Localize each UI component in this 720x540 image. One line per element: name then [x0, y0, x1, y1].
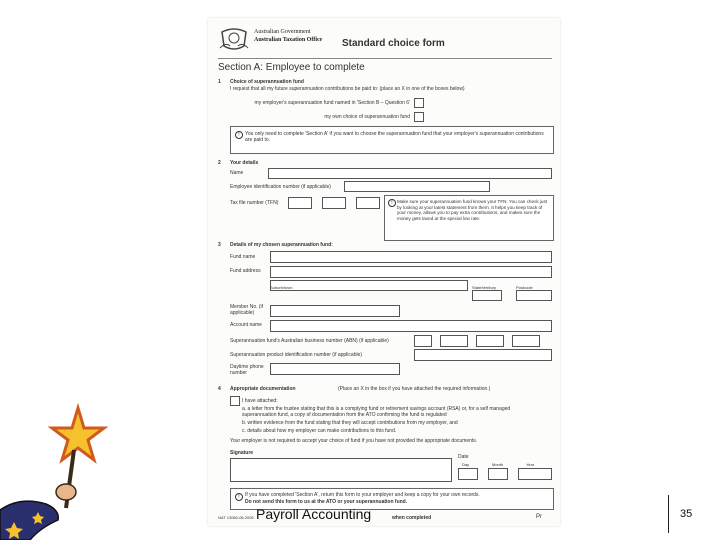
q1-option1-checkbox[interactable] — [414, 98, 424, 108]
final-note-2: Do not send this form to us at the ATO or your superannuation fund. — [245, 499, 408, 505]
signature-field[interactable] — [230, 458, 452, 482]
footer-when: when completed — [392, 515, 432, 521]
tfn-label: Tax file number (TFN) — [230, 200, 279, 206]
q4-checkbox[interactable] — [230, 396, 240, 406]
abn-field-4[interactable] — [512, 335, 540, 347]
postcode-label: Postcode — [516, 285, 533, 290]
date-label: Date — [458, 454, 469, 460]
account-name-label: Account name — [230, 322, 262, 328]
final-note-1: If you have completed 'Section A', return this form to your employer and keep a copy for your own records. — [245, 492, 480, 498]
info-icon: ! — [235, 493, 243, 501]
info-icon: ! — [235, 131, 243, 139]
abn-field-1[interactable] — [414, 335, 432, 347]
member-no-field[interactable] — [270, 305, 400, 317]
q4-heading: Appropriate documentation — [230, 386, 296, 392]
suburb-label: Suburb/town — [270, 285, 293, 290]
product-id-label: Superannuation product identification number (if applicable) — [230, 352, 363, 358]
ato-crest — [218, 26, 250, 52]
form-title: Standard choice form — [342, 38, 445, 49]
product-id-field[interactable] — [414, 349, 552, 361]
tfn-note — [384, 195, 554, 241]
q1-number: 1 — [218, 79, 221, 85]
q4-item-a: a. a letter from the trustee stating that this is a complying fund or retirement savings account (RSA) or, for a self managed superannuation fund, a copy of documentation from the ATO confirming the fund is regulated — [242, 406, 511, 418]
abn-field-3[interactable] — [476, 335, 504, 347]
date-day-field[interactable] — [458, 468, 478, 480]
footer-divider — [668, 495, 669, 533]
star-icon — [52, 408, 104, 460]
q1-option1-label: my employer's superannuation fund named in 'Section B – Question 6' — [254, 100, 410, 106]
agency-line1: Australian Government — [254, 29, 311, 35]
fund-name-label: Fund name — [230, 254, 256, 260]
q1-note — [230, 126, 554, 154]
year-label: Year — [526, 462, 535, 467]
q3-heading: Details of my chosen superannuation fund: — [230, 242, 333, 248]
fund-name-field[interactable] — [270, 251, 552, 263]
q2-number: 2 — [218, 160, 221, 166]
employee-id-field[interactable] — [344, 181, 490, 192]
q2-heading: Your details — [230, 160, 259, 166]
q4-number: 4 — [218, 386, 221, 392]
month-label: Month — [492, 462, 504, 467]
tfn-field-3[interactable] — [356, 197, 380, 209]
fund-address-field[interactable] — [270, 266, 552, 278]
phone-field[interactable] — [270, 363, 400, 375]
member-no-label: Member No. (if applicable) — [230, 304, 264, 316]
footer-code: NAT 13080-06.2005 — [218, 515, 254, 520]
abn-field-2[interactable] — [440, 335, 468, 347]
q4-item-c: c. details about how my employer can make contributions to this fund. — [242, 428, 397, 434]
signature-label: Signature — [230, 450, 254, 456]
q1-instruction: I request that all my future superannuation contributions be paid to: (place an X in one of the boxes below) — [230, 86, 465, 92]
agency-name — [254, 28, 322, 44]
standard-choice-form — [208, 18, 560, 526]
abn-label: Superannuation fund's Australian business number (ABN) (if applicable) — [230, 338, 389, 344]
q4-instruction: (Place an X in the box if you have attached the required information.) — [338, 386, 491, 392]
q1-note-text: You only need to complete 'Section A' if you want to choose the superannuation fund that your employer's superannuation contributions are paid to. — [245, 131, 544, 143]
q4-attached-label: I have attached: — [242, 398, 278, 404]
q1-option2-label: my own choice of superannuation fund — [324, 114, 410, 120]
q1-option2-checkbox[interactable] — [414, 112, 424, 122]
account-name-field[interactable] — [270, 320, 552, 332]
tfn-field-1[interactable] — [288, 197, 312, 209]
date-year-field[interactable] — [518, 468, 552, 480]
date-month-field[interactable] — [488, 468, 508, 480]
phone-label: Daytime phone number — [230, 364, 264, 376]
info-icon: ! — [388, 199, 396, 207]
q4-employer-note: Your employer is not required to accept your choice of fund if you have not provided the appropriate documents. — [230, 438, 478, 444]
section-a-heading: Section A: Employee to complete — [218, 62, 365, 73]
q4-item-b: b. written evidence from the fund stating that they will accept contributions from my employer, and — [242, 420, 458, 426]
postcode-field[interactable] — [516, 290, 552, 301]
name-label: Name — [230, 170, 244, 176]
name-field[interactable] — [268, 168, 552, 179]
tfn-field-2[interactable] — [322, 197, 346, 209]
slide-footer-text: Payroll Accounting — [256, 506, 372, 522]
fund-address-label: Fund address — [230, 268, 261, 274]
state-label: State/territory — [472, 285, 497, 290]
suburb-field[interactable] — [270, 280, 468, 291]
state-field[interactable] — [472, 290, 502, 301]
tfn-note-text: Make sure your superannuation fund knows your TFN. You can check just by looking at your latest statement from them. It helps you keep track of your money, allows you to pay extra contributions, and makes sure the money gets taxed at the special low rate. — [397, 199, 548, 221]
footer-page: Pr — [536, 514, 542, 520]
employee-id-label: Employee identification number (if applicable) — [230, 184, 331, 190]
slide-page-number: 35 — [680, 508, 693, 520]
q1-heading: Choice of superannuation fund — [230, 79, 304, 85]
q3-number: 3 — [218, 242, 221, 248]
wizard-clipart — [0, 400, 140, 540]
day-label: Day — [462, 462, 470, 467]
agency-line2: Australian Taxation Office — [254, 37, 323, 43]
